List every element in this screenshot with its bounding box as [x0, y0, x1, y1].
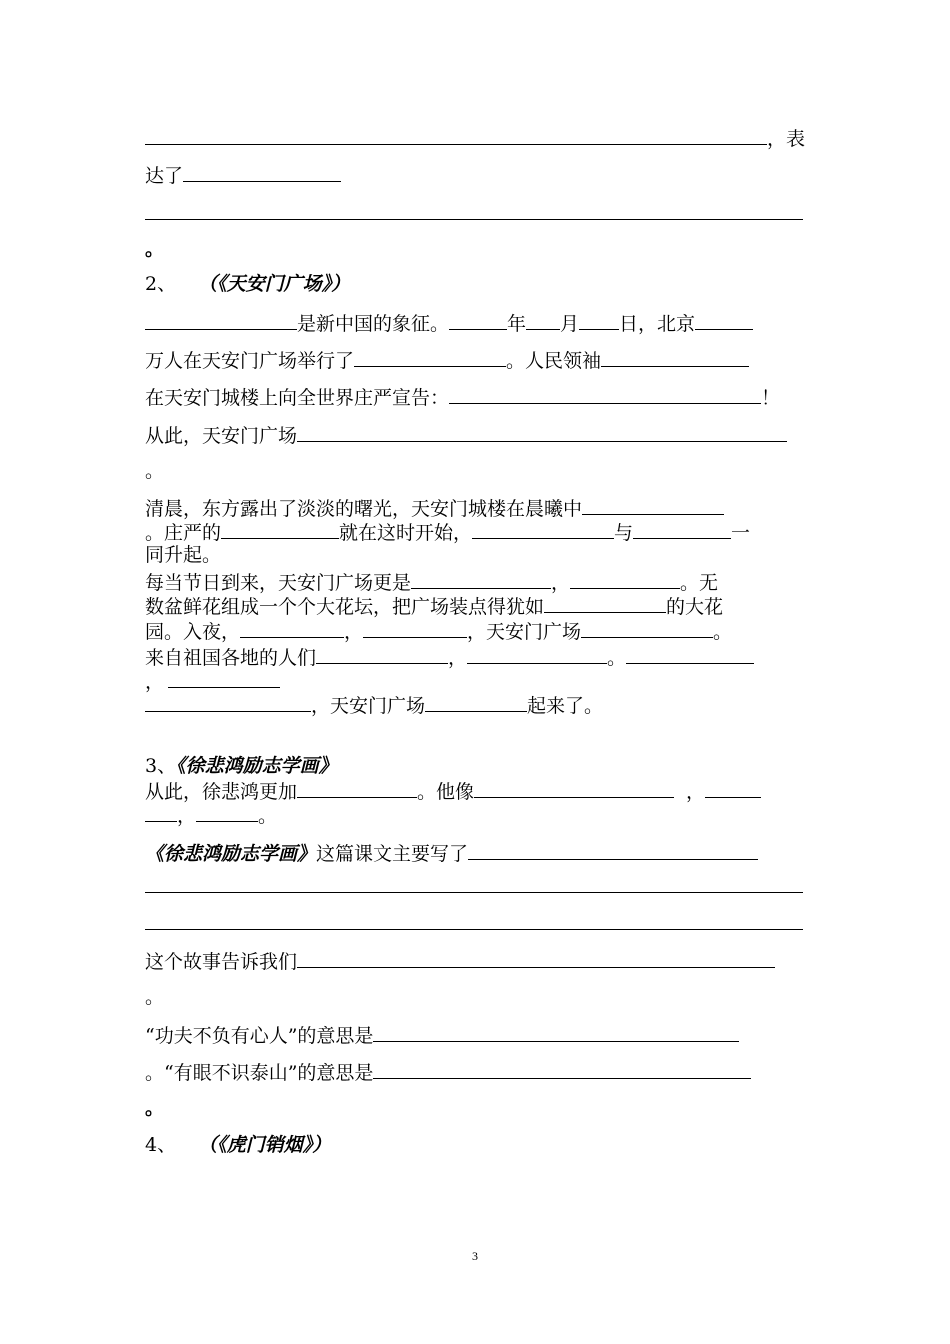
text: 在天安门城楼上向全世界庄严宣告：: [145, 387, 450, 409]
text: 园。入夜，: [145, 621, 241, 643]
section-3-heading: [145, 755, 338, 777]
text: 达了: [145, 165, 184, 187]
text: 与: [614, 522, 634, 544]
text: 起来了。: [527, 695, 604, 717]
s3-line-1: [145, 779, 761, 801]
text: 就在这时开始，: [339, 522, 473, 544]
s3-end-2: 。: [145, 1097, 165, 1119]
s1-line-1: [145, 126, 805, 148]
text: 数盆鲜花组成一个个大花坛，把广场装点得犹如: [145, 596, 545, 618]
text: 。人民领袖: [506, 350, 602, 372]
text: ，: [145, 671, 165, 693]
text: “功夫不负有心人”的意思是: [145, 1025, 374, 1047]
s2-para-9: [145, 693, 603, 715]
text: ，: [448, 647, 468, 669]
text: 。: [258, 805, 278, 827]
s3-blank-1: [145, 874, 803, 896]
text: 从此，徐悲鸿更加: [145, 781, 298, 803]
s2-para-2: [145, 520, 750, 542]
text: ，: [686, 781, 706, 803]
book-title: 《徐悲鸿励志学画》: [145, 843, 317, 865]
text: 这个故事告诉我们: [145, 951, 298, 973]
s2-para-5: [145, 594, 723, 616]
text: 。: [607, 647, 627, 669]
text: 日，北京: [619, 313, 696, 335]
s2-para-8: [145, 669, 280, 691]
text: 从此，天安门广场: [145, 425, 298, 447]
s1-line-2: [145, 163, 341, 185]
s3-blank-2: [145, 911, 803, 933]
text: 月: [560, 313, 580, 335]
section-number: 4、: [145, 1134, 177, 1156]
s1-line-3: [145, 201, 803, 223]
s2-line-4: [145, 423, 787, 445]
text: ！: [761, 387, 781, 409]
text: 年: [507, 313, 527, 335]
s3-line-4: [145, 949, 775, 971]
s2-para-6: [145, 619, 732, 641]
section-number: 3、: [145, 755, 177, 777]
text: 。他像: [417, 781, 475, 803]
section-number: 2、: [145, 273, 177, 295]
s2-end: 。: [145, 460, 165, 482]
s3-line-6: [145, 1060, 751, 1082]
s3-line-3: [145, 841, 758, 863]
text: ，天安门广场: [467, 621, 582, 643]
text: ，表: [767, 128, 806, 150]
text: 。: [713, 621, 733, 643]
section-title: （《天安门广场》）: [198, 273, 351, 295]
s2-line-3: [145, 385, 780, 407]
section-4-heading: [145, 1134, 331, 1156]
text: 的大花: [666, 596, 724, 618]
text: 。无: [680, 572, 719, 594]
text: 万人在天安门广场举行了: [145, 350, 355, 372]
text: 来自祖国各地的人们: [145, 647, 317, 669]
text: 每当节日到来，天安门广场更是: [145, 572, 412, 594]
text: 。庄严的: [145, 522, 222, 544]
s2-para-1: [145, 496, 724, 518]
page-number: 3: [472, 1249, 478, 1263]
text: 一: [731, 522, 751, 544]
s1-end: 。: [145, 238, 165, 260]
s2-line-1: [145, 311, 753, 333]
text: 是新中国的象征。: [297, 313, 450, 335]
s2-para-3: 同升起。: [145, 544, 222, 566]
text: 这篇课文主要写了: [316, 843, 469, 865]
text: 。“有眼不识泰山”的意思是: [145, 1062, 374, 1084]
text: ，: [551, 572, 571, 594]
s3-end-1: 。: [145, 986, 165, 1008]
section-title: （《虎门销烟》）: [198, 1134, 332, 1156]
text: ，天安门广场: [311, 695, 426, 717]
s2-line-2: [145, 348, 749, 370]
s2-para-4: [145, 570, 718, 592]
s2-para-7: [145, 645, 754, 667]
section-title: 《徐悲鸿励志学画》: [176, 755, 338, 777]
s3-line-2: [145, 803, 277, 825]
text: ，: [177, 805, 197, 827]
s3-line-5: [145, 1023, 739, 1045]
text: 清晨，东方露出了淡淡的曙光，天安门城楼在晨曦中: [145, 498, 583, 520]
text: ，: [344, 621, 364, 643]
section-2-heading: [145, 273, 350, 295]
